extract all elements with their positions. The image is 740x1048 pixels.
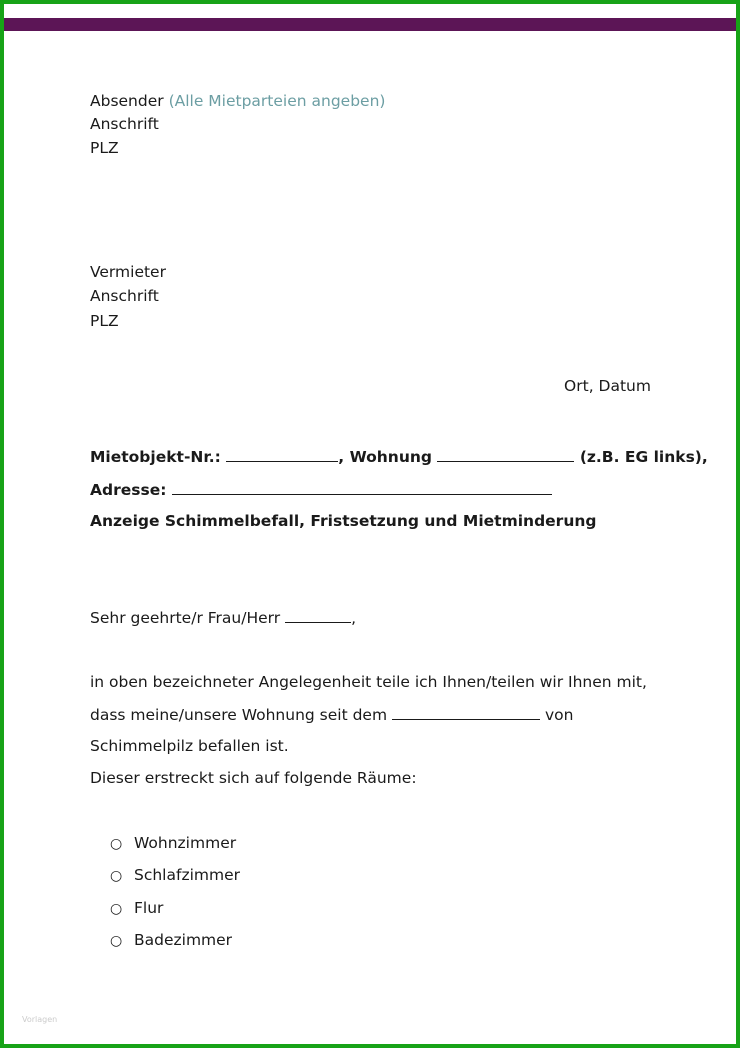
object-line [90,446,708,467]
address-line [90,479,552,500]
list-item: Schlafzimmer [134,866,240,884]
salutation-end: , [351,609,356,627]
place-date: Ort, Datum [564,377,651,395]
list-item: Wohnzimmer [134,834,237,852]
salutation-blank[interactable] [285,607,351,623]
sender-label: Absender [90,92,164,110]
body-line-2 [90,704,573,725]
apartment-label: , Wohnung [338,448,432,466]
salutation-text: Sehr geehrte/r Frau/Herr [90,609,281,627]
bullet-circle-icon: ○ [110,868,123,884]
object-number-blank[interactable] [226,446,338,462]
apartment-example: (z.B. EG links), [579,448,708,466]
bullet-circle-icon: ○ [110,836,123,852]
address-blank[interactable] [172,479,552,495]
bullet-circle-icon: ○ [110,933,123,949]
body-line-1: in oben bezeichneter Angelegenheit teile ich Ihnen/teilen wir Ihnen mit, [90,673,647,691]
sender-line [90,91,385,111]
body-line-2-end: von [544,706,574,724]
body-line-2-start: dass meine/unsere Wohnung seit dem [90,706,388,724]
bullet-circle-icon: ○ [110,901,123,917]
sender-hint: (Alle Mietparteien angeben) [168,92,386,110]
body-line-3: Schimmelpilz befallen ist. [90,737,289,755]
header-bar [4,18,736,31]
list-item: Flur [134,899,164,917]
salutation-line [90,607,356,628]
apartment-blank[interactable] [437,446,574,462]
address-label: Adresse: [90,481,167,499]
landlord-zip: PLZ [90,312,119,330]
watermark: Vorlagen [22,1015,58,1024]
object-number-label: Mietobjekt-Nr.: [90,448,221,466]
sender-address: Anschrift [90,115,159,133]
landlord-address: Anschrift [90,287,159,305]
date-blank[interactable] [392,704,540,720]
subject-title: Anzeige Schimmelbefall, Fristsetzung und Mietminderung [90,512,597,530]
sender-zip: PLZ [90,139,119,157]
body-line-4: Dieser erstreckt sich auf folgende Räume: [90,769,417,787]
landlord-label: Vermieter [90,263,166,281]
list-item: Badezimmer [134,931,233,949]
